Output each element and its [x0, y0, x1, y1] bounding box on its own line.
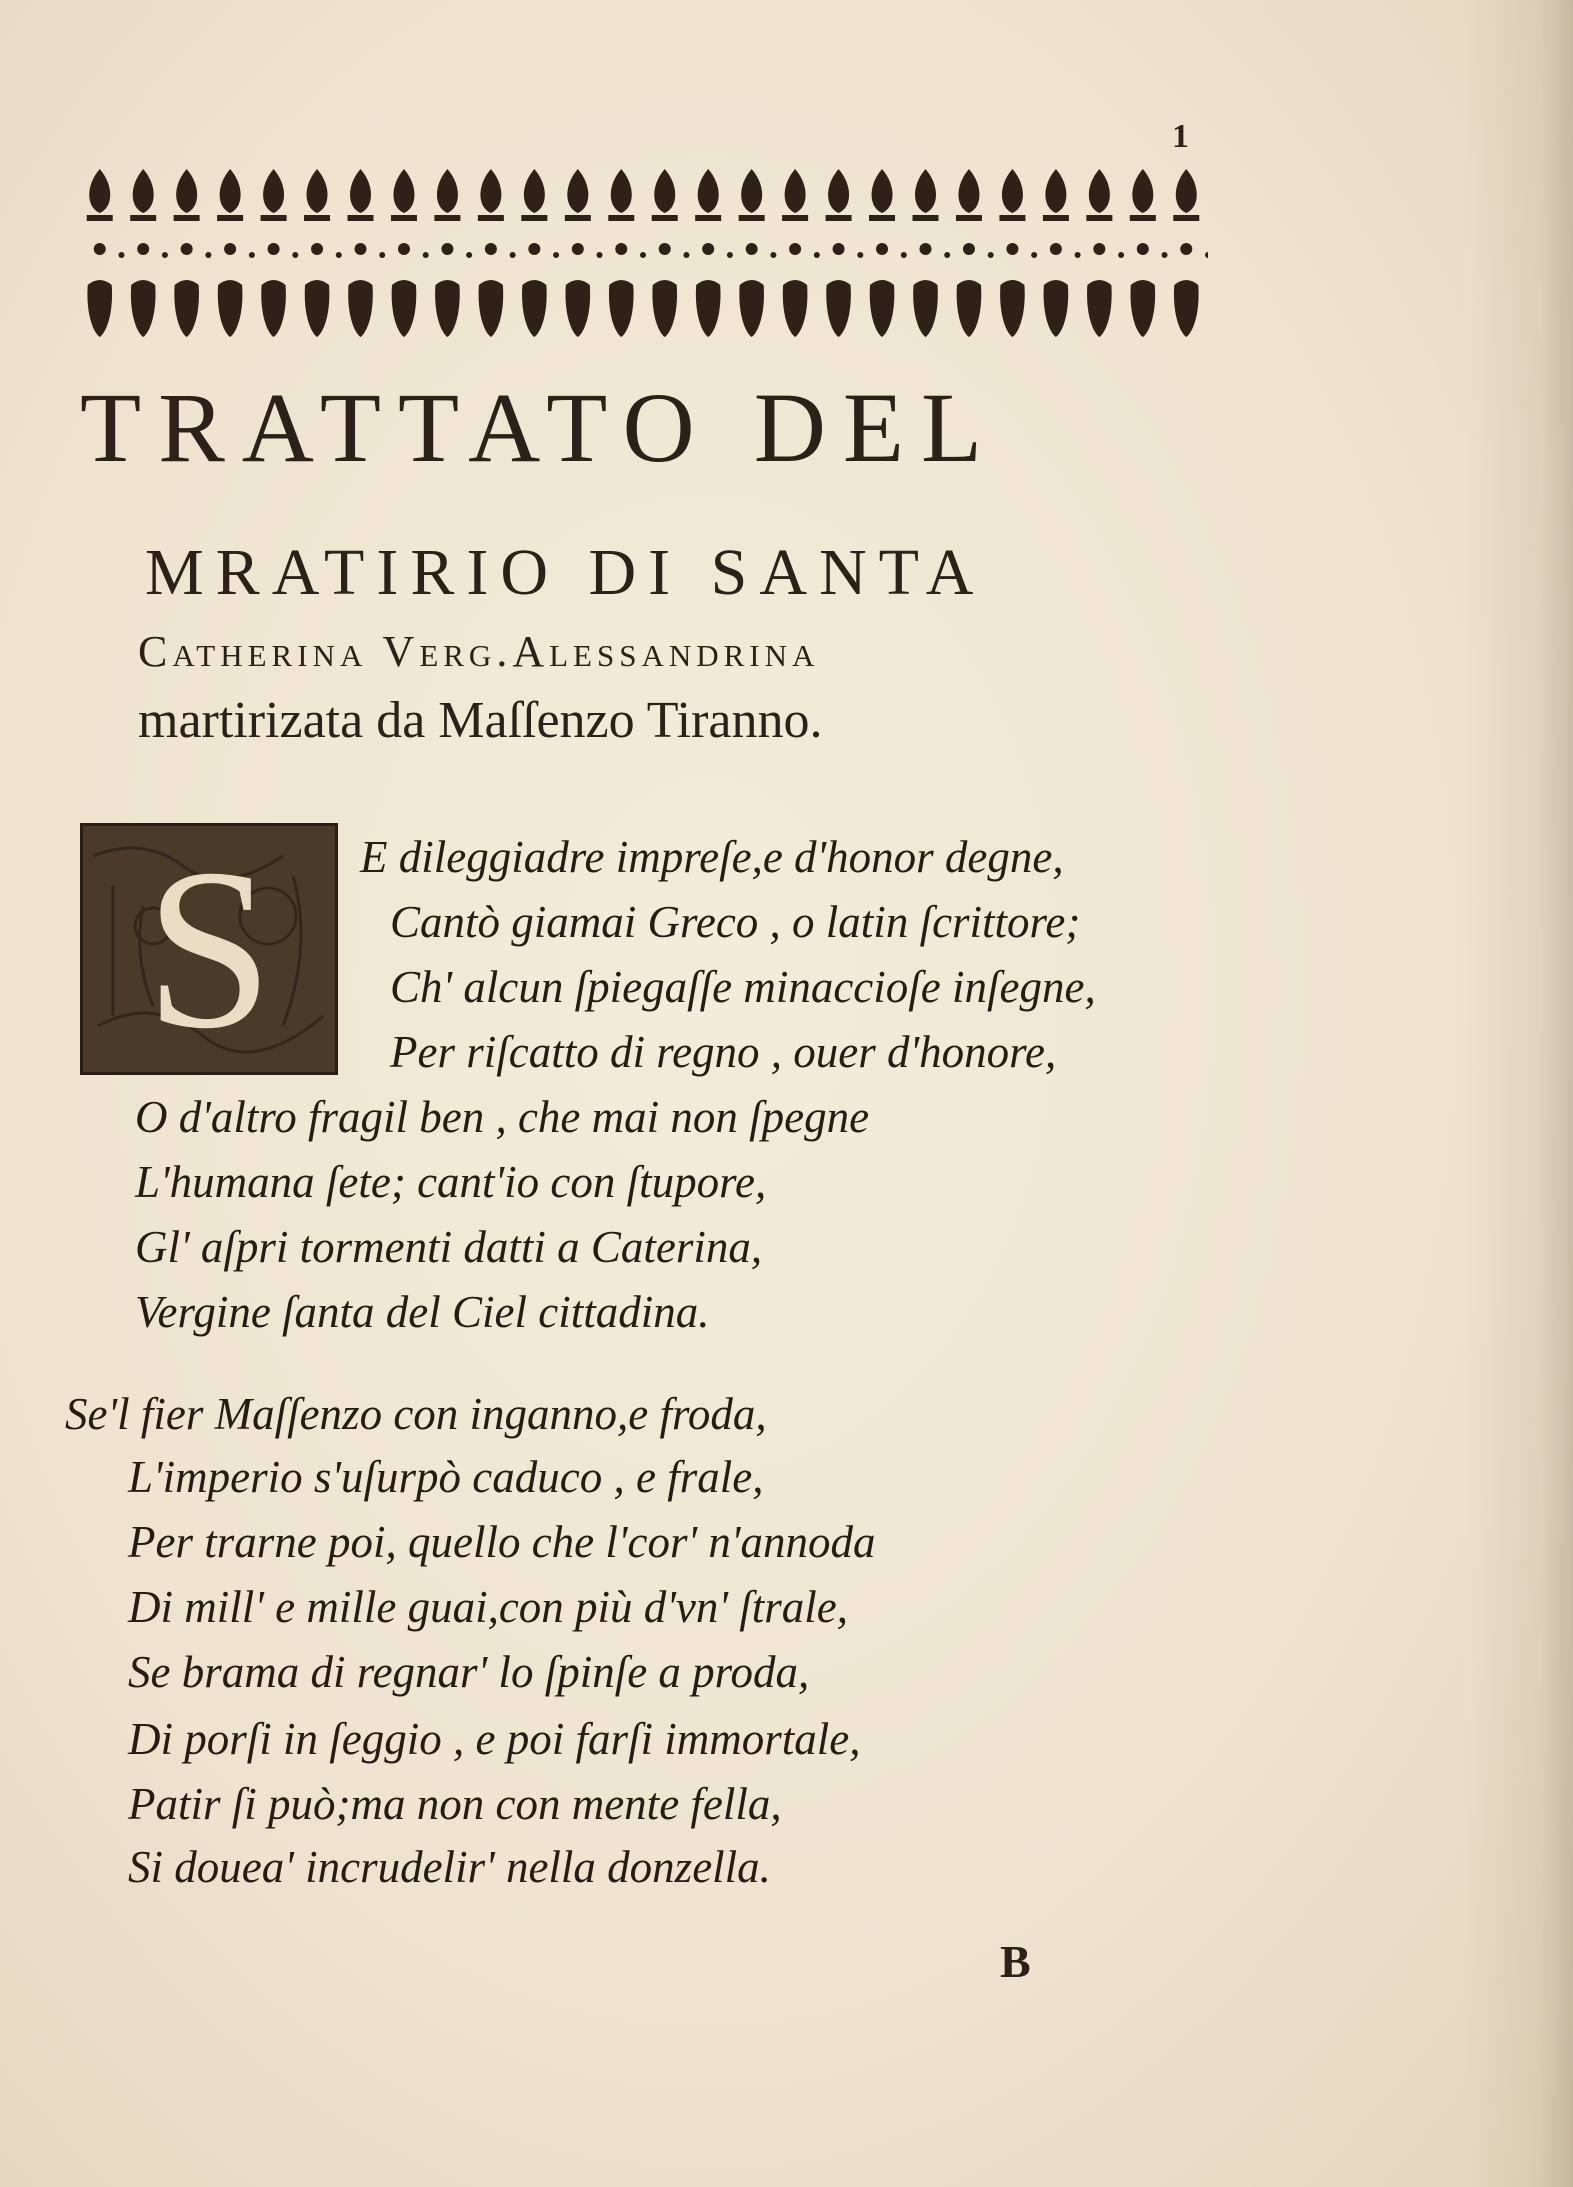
verse-line: Vergine ſanta del Ciel cittadina.	[135, 1287, 710, 1337]
title-line-2: MRATIRIO DI SANTA	[145, 536, 986, 609]
page-number: 1	[1172, 118, 1189, 155]
verse-line: L'imperio s'uſurpò caduco , e frale,	[128, 1452, 764, 1502]
woodcut-initial-icon	[80, 823, 338, 1075]
title-line-3: Catherina Verg.Alessandrina	[138, 627, 820, 676]
verse-line: E dileggiadre impreſe,e d'honor degne,	[360, 832, 1064, 882]
verse-line: Per trarne poi, quello che l'cor' n'annoda	[128, 1517, 876, 1567]
verse-line: Ch' alcun ſpiegaſſe minaccioſe inſegne,	[390, 962, 1096, 1012]
verse-line: Se'l fier Maſſenzo con inganno,e froda,	[65, 1389, 767, 1439]
page-edge-shadow	[1463, 0, 1573, 2187]
title-line-4: martirizata da Maſſenzo Tiranno.	[138, 692, 823, 749]
signature-mark: B	[1000, 1936, 1031, 1987]
verse-line: Di porſi in ſeggio , e poi farſi immortale,	[128, 1714, 861, 1764]
verse-line: Se brama di regnar' lo ſpinſe a proda,	[128, 1647, 810, 1697]
verse-line: L'humana ſete; cant'io con ſtupore,	[135, 1157, 767, 1207]
verse-line: Di mill' e mille guai,con più d'vn' ſtrale,	[128, 1582, 849, 1632]
title-line-1: TRATTATO DEL	[80, 372, 1000, 483]
initial-letter: S	[145, 821, 273, 1076]
verse-line: Patir ſi può;ma non con mente fella,	[128, 1779, 782, 1829]
verse-line: O d'altro fragil ben , che mai non ſpegne	[135, 1092, 870, 1142]
verse-line: Gl' aſpri tormenti datti a Caterina,	[135, 1222, 763, 1272]
verse-line: Cantò giamai Greco , o latin ſcrittore;	[390, 897, 1081, 947]
headpiece-ornament-icon	[78, 165, 1208, 345]
verse-line: Si douea' incrudelir' nella donzella.	[128, 1842, 771, 1892]
verse-line: Per riſcatto di regno , ouer d'honore,	[390, 1027, 1057, 1077]
